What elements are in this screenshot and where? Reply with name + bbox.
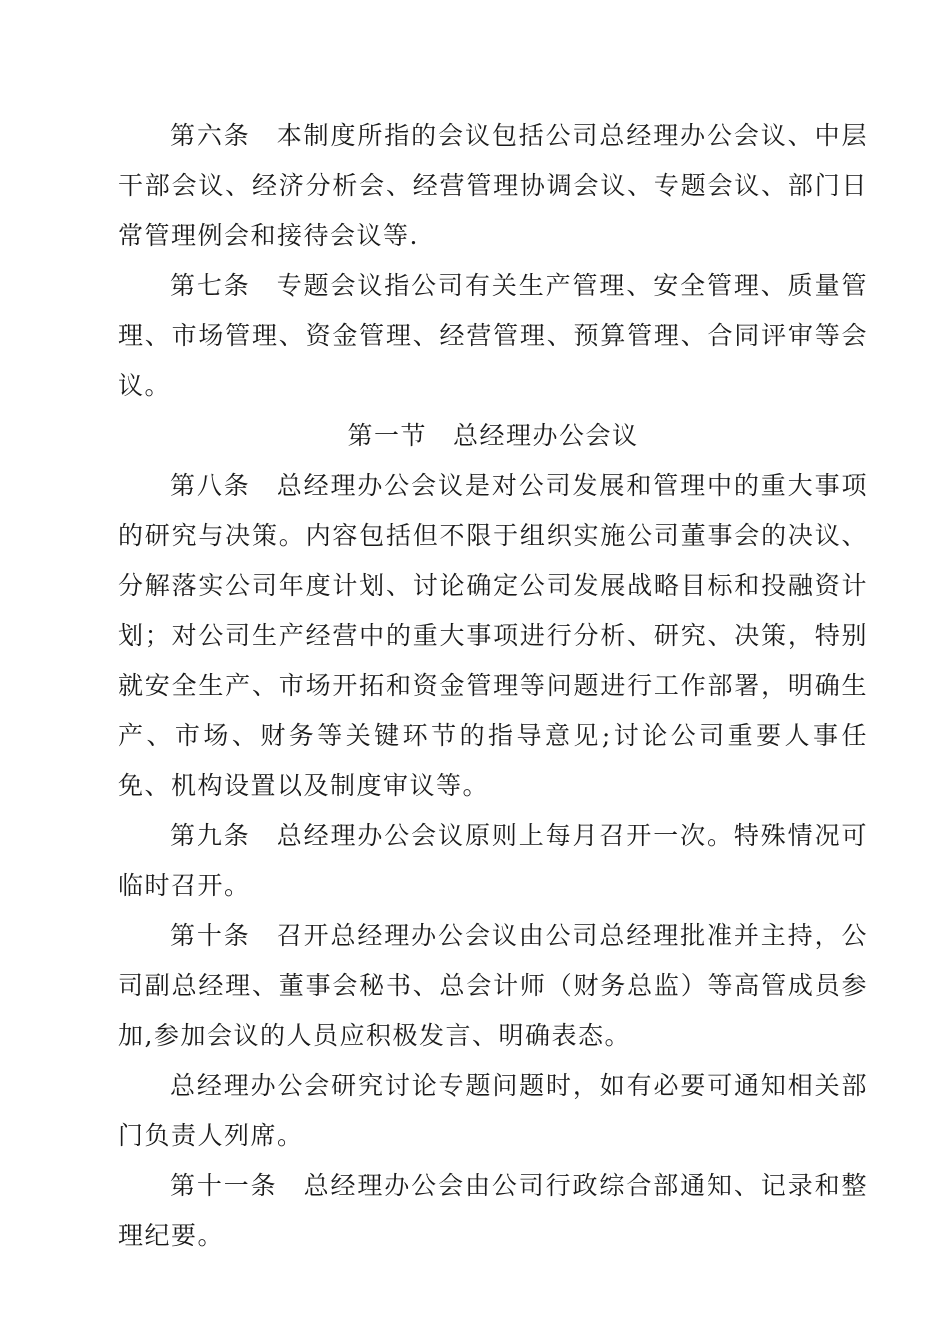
section-title [118, 411, 868, 461]
article-10 [118, 911, 868, 1061]
article-number: 第十一条 [170, 1171, 278, 1200]
article-9 [118, 811, 868, 911]
article-text: 总经理办公会由公司行政综合部通知、记录和整理纪要。 [118, 1171, 868, 1250]
article-number: 第八条 [170, 471, 251, 500]
article-text: 总经理办公会议是对公司发展和管理中的重大事项的研究与决策。内容包括但不限于组织实施公司董事会的决议、分解落实公司年度计划、讨论确定公司发展战略目标和投融资计划；对公司生产经营中的重大事项进行分析、研究、决策，特别就安全生产、市场开拓和资金管理等问题进行工作部署，明确生产、市场、财务等关键环节的指导意见;讨论公司重要人事任免、机构设置以及制度审议等。 [118, 471, 868, 800]
article-text: 专题会议指公司有关生产管理、安全管理、质量管理、市场管理、资金管理、经营管理、预算管理、合同评审等会议。 [118, 271, 868, 400]
article-number: 第十条 [170, 921, 251, 950]
document-body [118, 111, 868, 1261]
section-number: 第一节 [347, 421, 427, 450]
article-text: 本制度所指的会议包括公司总经理办公会议、中层干部会议、经济分析会、经营管理协调会议、专题会议、部门日常管理例会和接待会议等. [118, 121, 868, 250]
article-number: 第七条 [170, 271, 251, 300]
article-number: 第九条 [170, 821, 251, 850]
article-11 [118, 1161, 868, 1261]
article-7 [118, 261, 868, 411]
section-name: 总经理办公会议 [453, 421, 639, 450]
article-text: 总经理办公会议原则上每月召开一次。特殊情况可临时召开。 [118, 821, 868, 900]
article-text: 召开总经理办公会议由公司总经理批准并主持，公司副总经理、董事会秘书、总会计师（财务总监）等高管成员参加,参加会议的人员应积极发言、明确表态。 [118, 921, 868, 1050]
article-10-supplement [118, 1061, 868, 1161]
article-number: 第六条 [170, 121, 251, 150]
article-8 [118, 461, 868, 811]
article-6 [118, 111, 868, 261]
paragraph-text: 总经理办公会研究讨论专题问题时，如有必要可通知相关部门负责人列席。 [118, 1071, 868, 1150]
